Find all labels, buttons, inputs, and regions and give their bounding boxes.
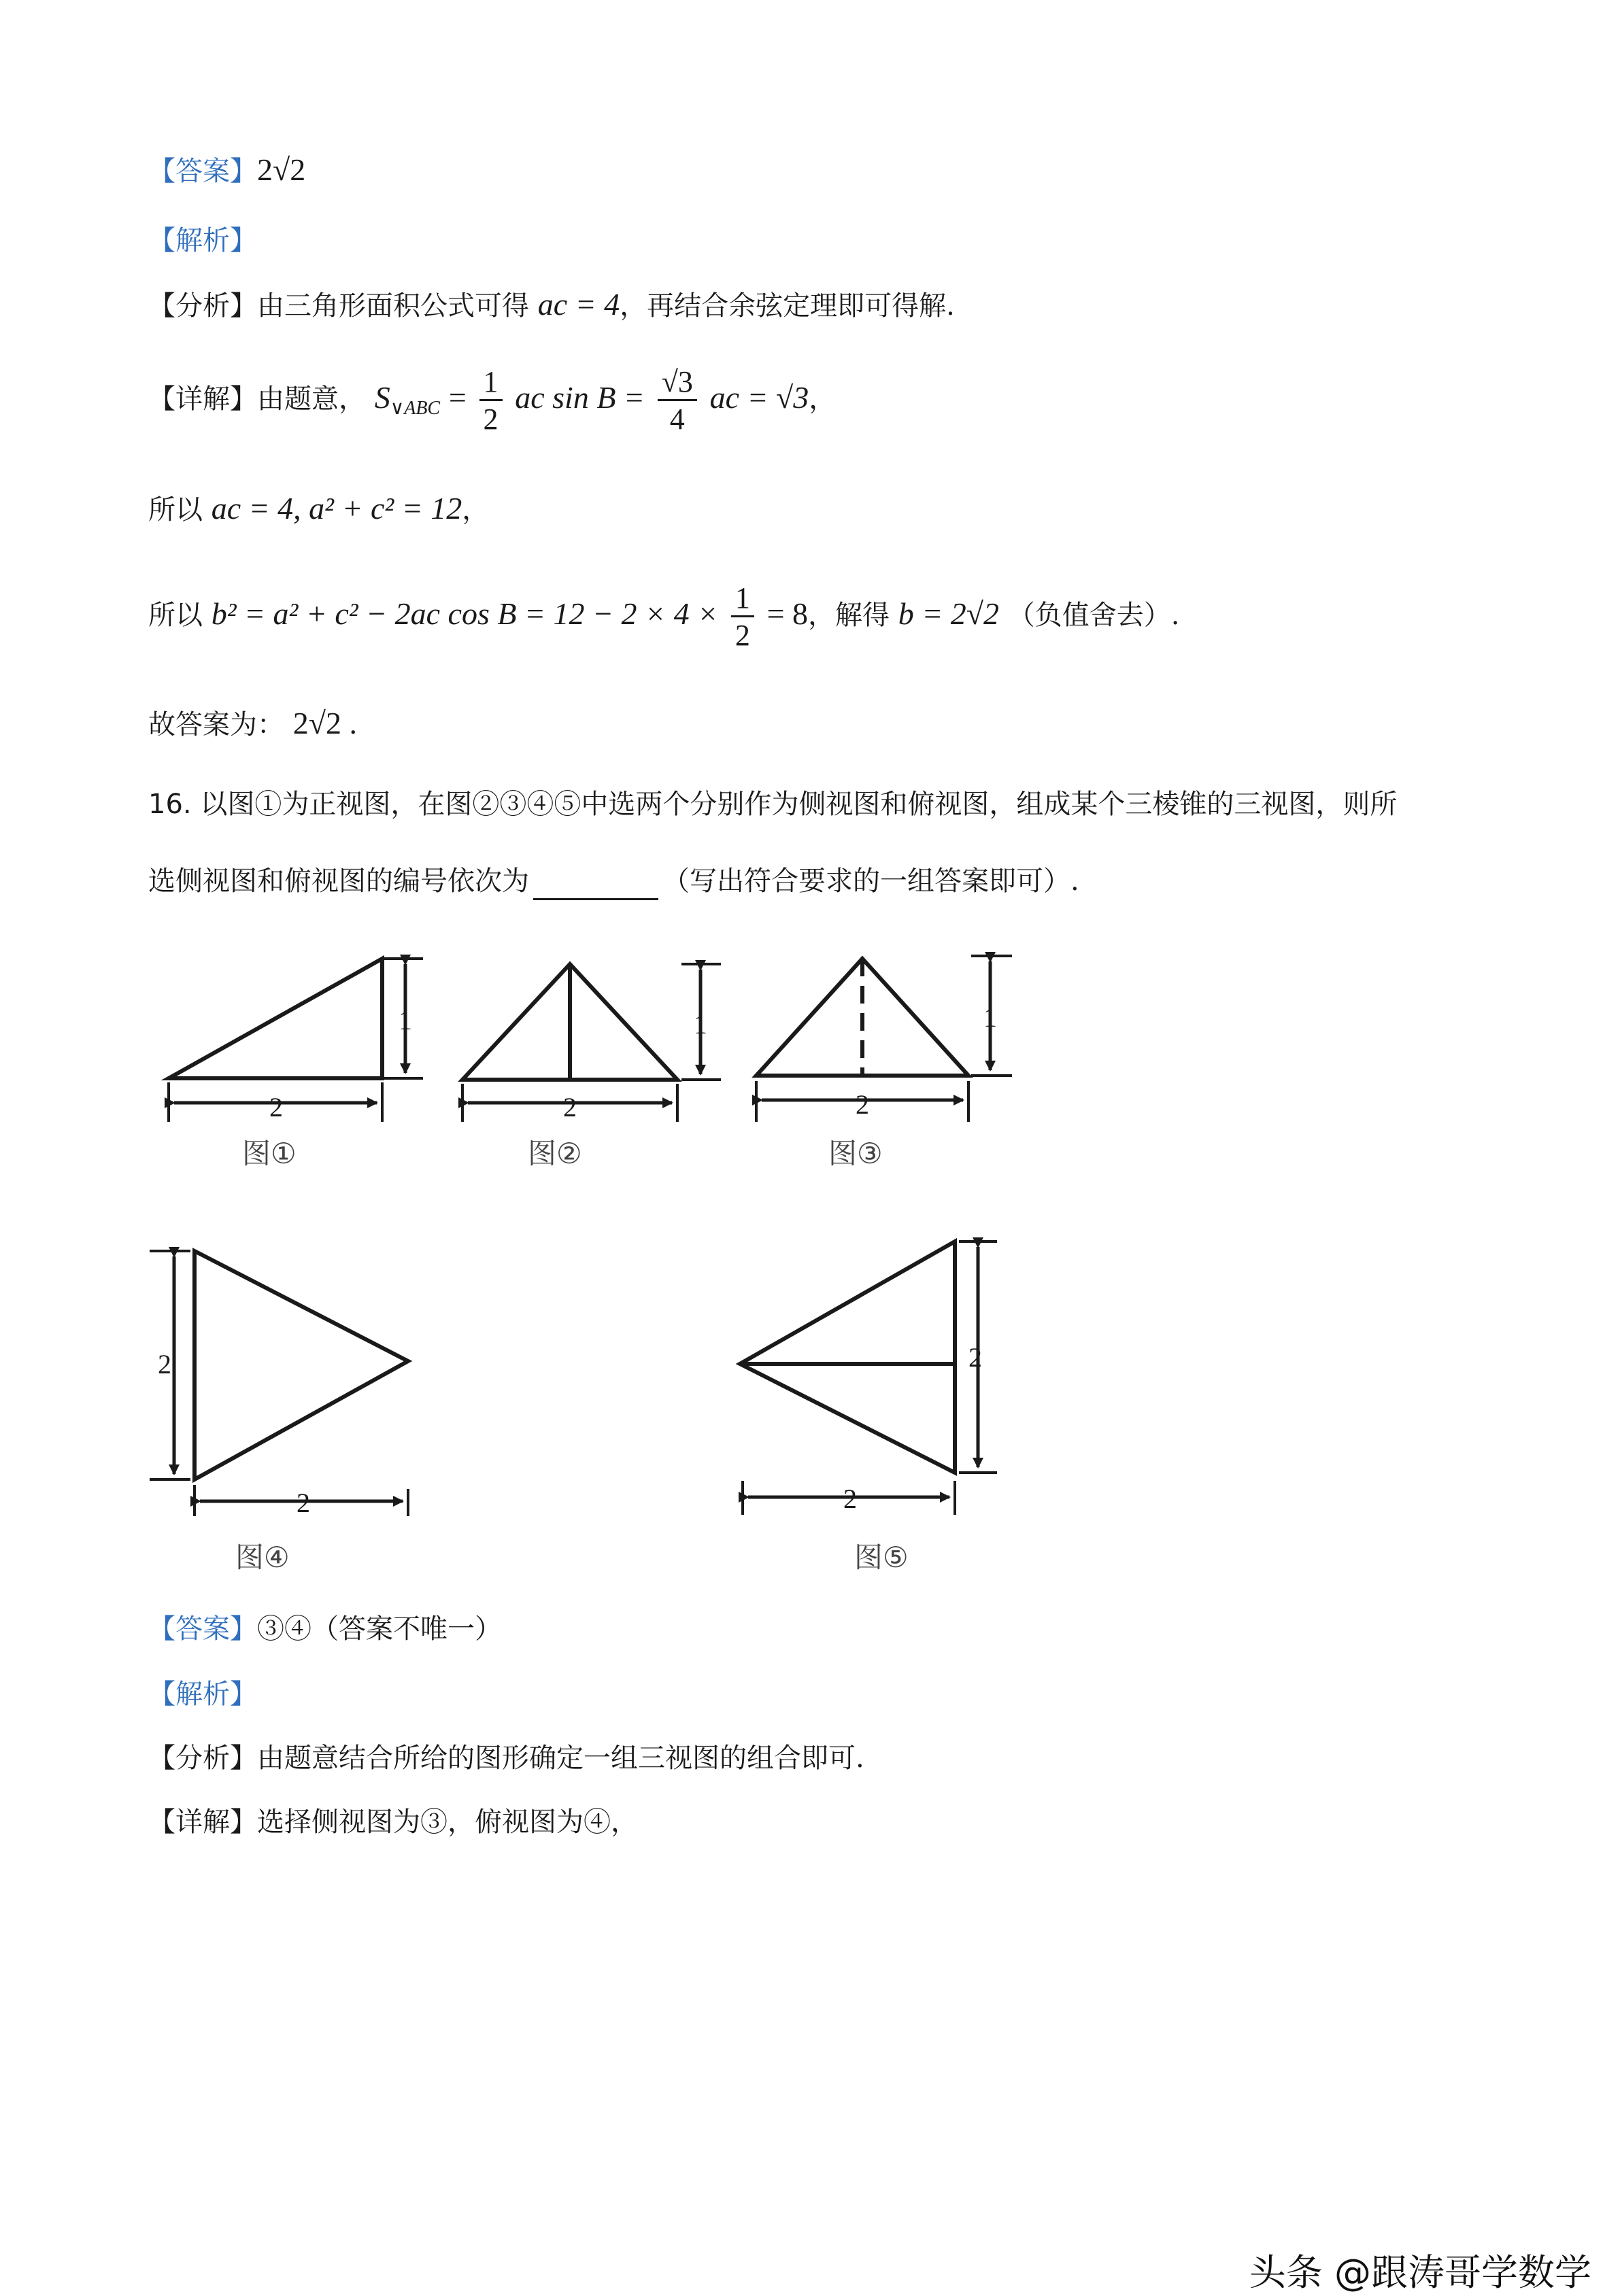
fig4-caption: 图④: [235, 1541, 290, 1574]
q16-stem-line2: [148, 862, 1079, 900]
q16-analysis-line: [148, 1675, 257, 1713]
line3-prefix: 所以: [148, 494, 203, 526]
fenxi-text1: 由三角形面积公式可得: [257, 290, 529, 322]
line4-math1: b² = a² + c² − 2ac cos B = 12 − 2 × 4 ×: [211, 596, 719, 631]
q16-fenxi-text: 由题意结合所给的图形确定一组三视图的组合即可.: [257, 1743, 864, 1774]
fig5-dim-width: 2: [843, 1484, 857, 1514]
fig3-caption: 图③: [828, 1137, 883, 1170]
line4-math3: b = 2√2: [898, 596, 1000, 631]
area-frac2-den: 4: [669, 402, 685, 436]
xiangjie-text: 由题意，: [257, 383, 366, 415]
q16-fenxi-tag: 【分析】: [148, 1743, 257, 1774]
final-math: 2√2 .: [292, 706, 357, 740]
fig2-dim-width: 2: [563, 1092, 577, 1123]
area-lhs: S: [374, 380, 390, 415]
watermark: 头条 @跟涛哥学数学: [1249, 2251, 1591, 2294]
q15-line3: [148, 490, 489, 529]
figure-4: [150, 1251, 408, 1516]
fig4-dim-width: 2: [297, 1488, 310, 1518]
q16-analysis-tag: 【解析】: [148, 1679, 257, 1710]
q16-stem-line1: [148, 785, 1397, 823]
q16-xiangjie-line: [148, 1803, 638, 1841]
final-text: 故答案为：: [148, 709, 284, 740]
q16-stem2a: 选侧视图和俯视图的编号依次为: [148, 866, 529, 897]
fig1-dim-width: 2: [269, 1092, 283, 1123]
fig2-caption: 图②: [528, 1137, 582, 1170]
line4-frac: [731, 581, 754, 654]
fenxi-tag: 【分析】: [148, 290, 257, 322]
q15-final-line: [148, 704, 357, 744]
line4-text: ，解得: [808, 600, 890, 631]
q16-xiangjie-text: 选择侧视图为③，俯视图为④，: [257, 1806, 638, 1838]
q16-stem1: 以图①为正视图，在图②③④⑤中选两个分别作为侧视图和俯视图，组成某个三棱锥的三视图，则所: [200, 789, 1398, 820]
line4-note: （负值舍去）.: [1007, 600, 1180, 631]
area-frac2: [658, 365, 697, 438]
area-eq1: =: [448, 380, 467, 415]
answer-tag: 【答案】: [148, 156, 257, 187]
fenxi-text2: ，再结合余弦定理即可得解.: [620, 290, 955, 322]
fig2-dim-height: 1: [694, 1009, 707, 1040]
q15-analysis-line: [148, 222, 257, 260]
q16-answer-line: [148, 1610, 502, 1648]
line4-frac-den: 2: [735, 618, 750, 652]
fig5-dim-height: 2: [968, 1342, 982, 1373]
q16-fenxi-line: [148, 1739, 864, 1777]
area-sub: ∨ABC: [390, 398, 441, 419]
fig3-dim-height: 1: [983, 1002, 997, 1033]
q16-stem2b: （写出符合要求的一组答案即可）.: [662, 866, 1079, 897]
answer-blank: [533, 871, 658, 900]
line4-math2: = 8: [766, 596, 809, 631]
figure-1: [169, 959, 423, 1122]
figures-svg: [0, 925, 1620, 1537]
xiangjie-tag: 【详解】: [148, 383, 257, 415]
fig5-caption: 图⑤: [854, 1541, 909, 1574]
area-end: ac = √3: [709, 380, 809, 415]
figure-2: [462, 964, 721, 1122]
area-frac1-num: 1: [479, 365, 503, 401]
fig4-dim-height: 2: [158, 1349, 171, 1380]
line3-comma: ，: [462, 494, 490, 526]
line3-math: ac = 4, a² + c² = 12: [211, 491, 462, 526]
fig1-caption: 图①: [242, 1137, 297, 1170]
q15-xiangjie-line: [148, 360, 836, 446]
area-frac1-den: 2: [483, 402, 499, 436]
fig3-dim-width: 2: [856, 1089, 869, 1120]
answer-value: 2√2: [257, 152, 306, 187]
q16-xiangjie-tag: 【详解】: [148, 1806, 257, 1838]
q15-answer-line: [148, 151, 305, 190]
q16-number: 16.: [148, 789, 192, 820]
q16-answer-tag: 【答案】: [148, 1613, 257, 1645]
analysis-tag: 【解析】: [148, 225, 257, 256]
area-frac2-num: √3: [658, 365, 697, 401]
fig1-dim-height: 1: [399, 1005, 412, 1035]
line4-prefix: 所以: [148, 600, 203, 631]
q16-answer-text: ③④（答案不唯一）: [257, 1613, 502, 1645]
figure-3: [756, 956, 1012, 1122]
area-frac1: [479, 365, 503, 438]
figure-5: [740, 1241, 997, 1515]
line4-frac-num: 1: [731, 581, 754, 617]
fenxi-math: ac = 4: [537, 287, 620, 322]
area-mid: ac sin B =: [515, 380, 645, 415]
q15-fenxi-line: [148, 286, 955, 325]
area-comma: ，: [809, 383, 837, 415]
q15-line4: [148, 577, 1179, 654]
